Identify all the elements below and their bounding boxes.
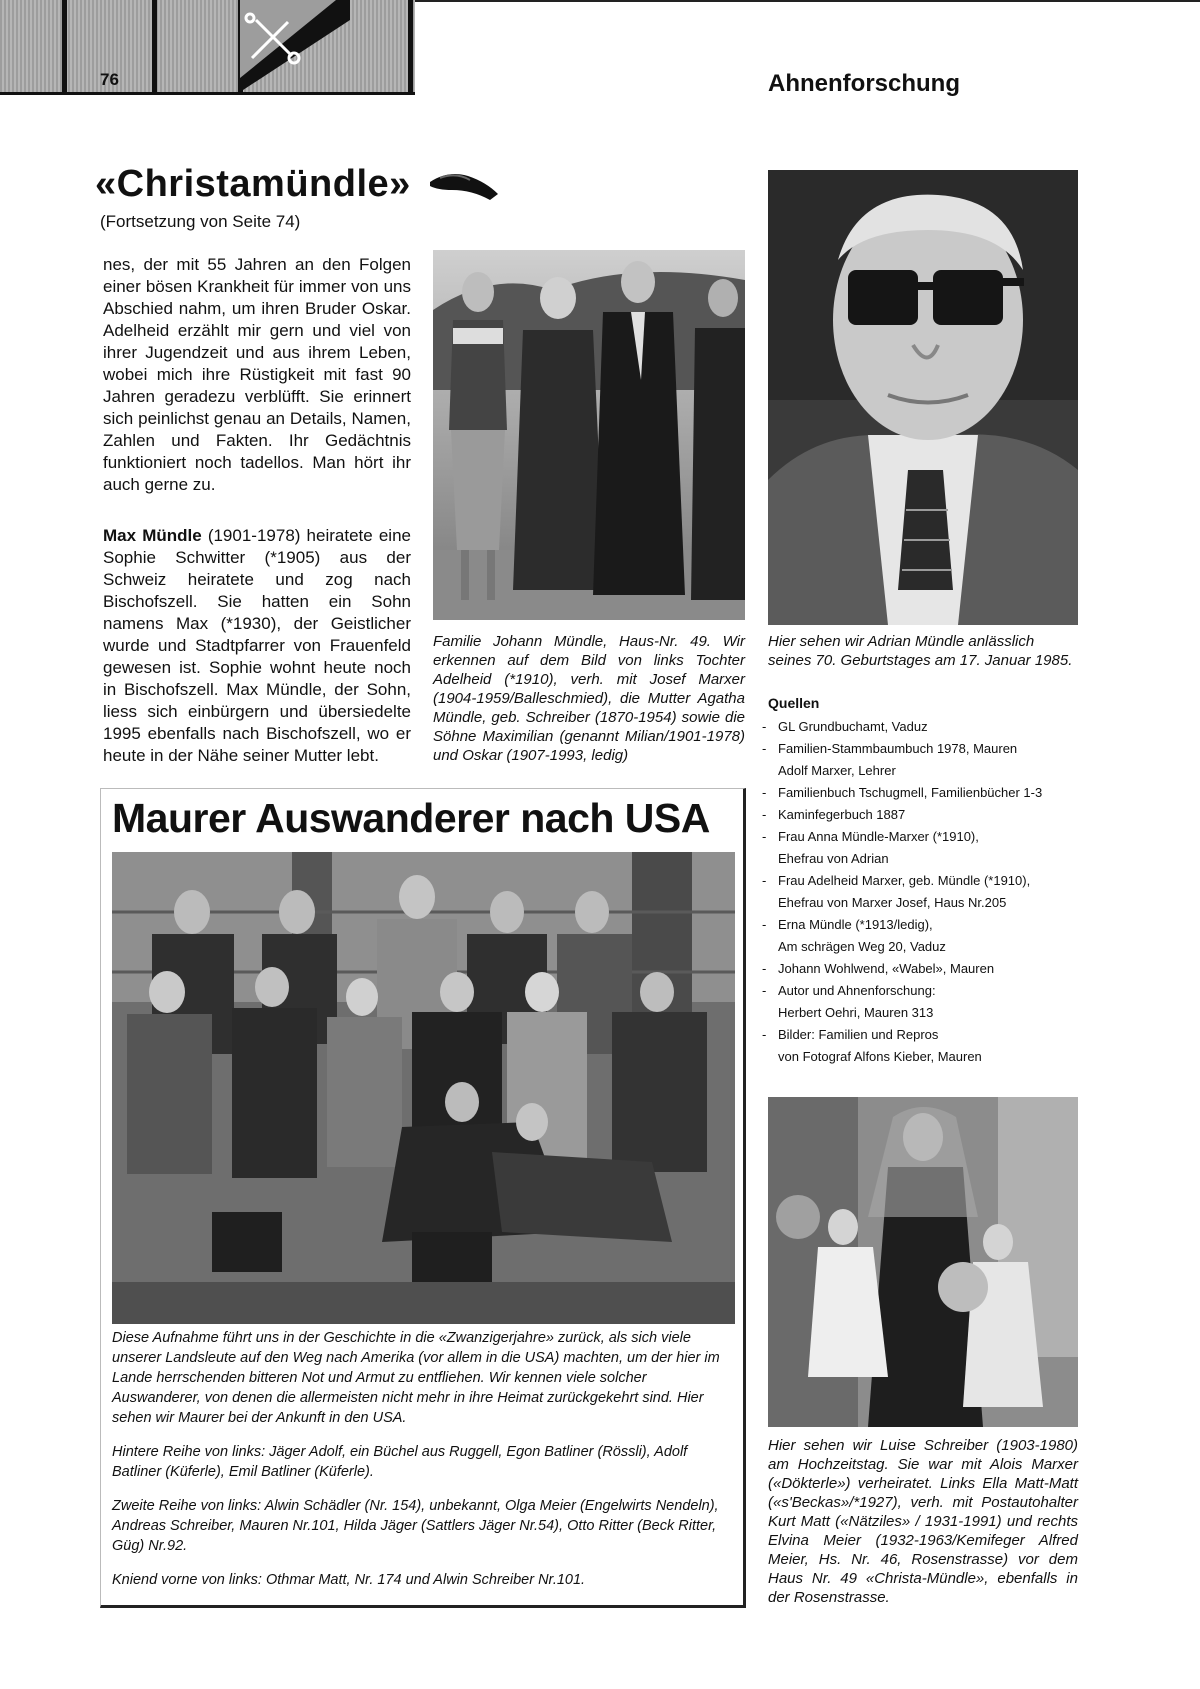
hat-icon xyxy=(428,168,500,204)
body-paragraph: nes, der mit 55 Jahren an den Folgen einer bösen Krankheit für immer von uns Abschied nahm, um ihren Bruder Oskar. Adelheid erzählt mir gern und viel von ihrer Jugendzeit und aus ihrem Leben, wobei mich ihre Rüstigkeit mit fast 90 Jahren geradezu verblüfft. Sie erinnert sich peinlichst genau an Details, Namen, Zahlen und Fakten. Ihr Gedächtnis funktioniert noch tadellos. Man hört ihr auch gerne zu. xyxy=(103,255,411,494)
sources-title: Quellen xyxy=(768,695,820,711)
adrian-photo-caption: Hier sehen wir Adrian Mündle anlässlich seines 70. Geburtstages am 17. Januar 1985. xyxy=(768,633,1073,669)
source-line: Familienbuch Tschugmell, Familienbücher 1-3 xyxy=(778,785,1043,800)
crossed-keys-icon xyxy=(240,0,350,92)
source-subline: Am schrägen Weg 20, Vaduz xyxy=(778,939,946,954)
emigrants-article-title: Maurer Auswanderer nach USA xyxy=(112,795,710,841)
source-item xyxy=(762,782,1082,804)
source-line: Kaminfegerbuch 1887 xyxy=(778,807,906,822)
source-subline: Ehefrau von Marxer Josef, Haus Nr.205 xyxy=(778,895,1007,910)
source-line: Frau Anna Mündle-Marxer (*1910), xyxy=(778,829,979,844)
sources-list xyxy=(762,716,1082,1068)
source-subline: von Fotograf Alfons Kieber, Mauren xyxy=(778,1049,982,1064)
header-band xyxy=(0,0,415,95)
source-subline: Ehefrau von Adrian xyxy=(778,851,889,866)
caption-paragraph: Hintere Reihe von links: Jäger Adolf, ein Büchel aus Ruggell, Egon Batliner (Rössli), Adolf Batliner (Küferle), Emil Batliner (Küferle). xyxy=(112,1444,688,1480)
continuation-note: (Fortsetzung von Seite 74) xyxy=(100,212,301,231)
source-line: Erna Mündle (*1913/ledig), xyxy=(778,917,933,932)
source-line: Familien-Stammbaumbuch 1978, Mauren xyxy=(778,741,1018,756)
source-item xyxy=(762,804,1082,826)
article-title: «Christamündle» xyxy=(95,163,411,205)
header-divider xyxy=(62,0,67,92)
adrian-portrait-photo xyxy=(768,170,1078,625)
section-title: Ahnenforschung xyxy=(768,70,960,97)
source-item xyxy=(762,870,1082,914)
source-line: Johann Wohlwend, «Wabel», Mauren xyxy=(778,961,995,976)
source-item xyxy=(762,1024,1082,1068)
header-divider xyxy=(408,0,413,92)
page-number: 76 xyxy=(100,70,119,89)
source-subline: Adolf Marxer, Lehrer xyxy=(778,763,896,778)
source-line: Autor und Ahnenforschung: xyxy=(778,983,936,998)
source-item xyxy=(762,958,1082,980)
source-line: Bilder: Familien und Repros xyxy=(778,1027,939,1042)
caption-paragraph: Zweite Reihe von links: Alwin Schädler (Nr. 154), unbekannt, Olga Meier (Engelwirts Nendeln), Andreas Schreiber, Mauren Nr.101, Hilda Jäger (Sattlers Jäger Nr.54), Otto Ritter (Beck Ritter, Güg) Nr.92. xyxy=(112,1498,719,1554)
source-subline: Herbert Oehri, Mauren 313 xyxy=(778,1005,934,1020)
header-divider xyxy=(152,0,157,92)
emigrants-group-photo xyxy=(112,852,735,1324)
paragraph-text: (1901-1978) heiratete eine Sophie Schwitter (*1905) aus der Schweiz heiratete und zog nach Bischofszell. Sie hatten ein Sohn namens Max (*1930), der Geistlicher wurde und Stadtpfarrer von Frauenfeld gewesen ist. Sophie wohnt heute noch in Bischofszell. Max Mündle, der Sohn, liess sich einbürgern und übersiedelte 1995 ebenfalls nach Bischofszell, wo er heute in der Nähe seiner Mutter lebt. xyxy=(103,526,411,765)
source-item xyxy=(762,738,1082,782)
source-line: GL Grundbuchamt, Vaduz xyxy=(778,719,928,734)
family-photo xyxy=(433,250,745,620)
source-line: Frau Adelheid Marxer, geb. Mündle (*1910), xyxy=(778,873,1031,888)
source-item xyxy=(762,914,1082,958)
caption-paragraph: Kniend vorne von links: Othmar Matt, Nr. 174 und Alwin Schreiber Nr.101. xyxy=(112,1572,586,1588)
person-name: Max Mündle xyxy=(103,526,202,545)
caption-paragraph: Diese Aufnahme führt uns in der Geschichte in die «Zwanzigerjahre» zurück, als sich viele unserer Landsleute auf den Weg nach Amerika (vor allem in die USA) machten, um der hier im Lande herrschenden bitteren Not und Armut zu entfliehen. Wir kennen viele solcher Auswanderer, von denen die allermeisten nicht mehr in ihre Heimat zurückgekehrt sind. Hier sehen wir Maurer bei der Ankunft in den USA. xyxy=(112,1330,720,1426)
emigrants-photo-caption xyxy=(112,1328,735,1604)
source-item xyxy=(762,716,1082,738)
header-rule xyxy=(415,0,1200,2)
family-photo-caption: Familie Johann Mündle, Haus-Nr. 49. Wir erkennen auf dem Bild von links Tochter Adelheid (*1910), verh. mit Josef Marxer (1904-1959/Balleschmied), die Mutter Agatha Mündle, geb. Schreiber (1870-1954) sowie die Söhne Maximilian (genannt Milian/1901-1978) und Oskar (1907-1993, ledig) xyxy=(433,633,745,764)
body-paragraph xyxy=(103,525,411,767)
wedding-photo-caption: Hier sehen wir Luise Schreiber (1903-1980) am Hochzeitstag. Sie war mit Alois Marxer («Dökterle») verheiratet. Links Ella Matt-Matt («s'Beckas»/*1927), verh. mit Postautohalter Kurt Matt («Nätziles» / 1931-1991) und rechts Elvina Meier (1932-1963/Kemifeger Alfred Meier, Hs. Nr. 46, Rosenstrasse) vor dem Haus Nr. 49 «Christa-Mündle», ebenfalls in der Rosenstrasse. xyxy=(768,1437,1078,1606)
source-item xyxy=(762,980,1082,1024)
source-item xyxy=(762,826,1082,870)
wedding-photo xyxy=(768,1097,1078,1427)
